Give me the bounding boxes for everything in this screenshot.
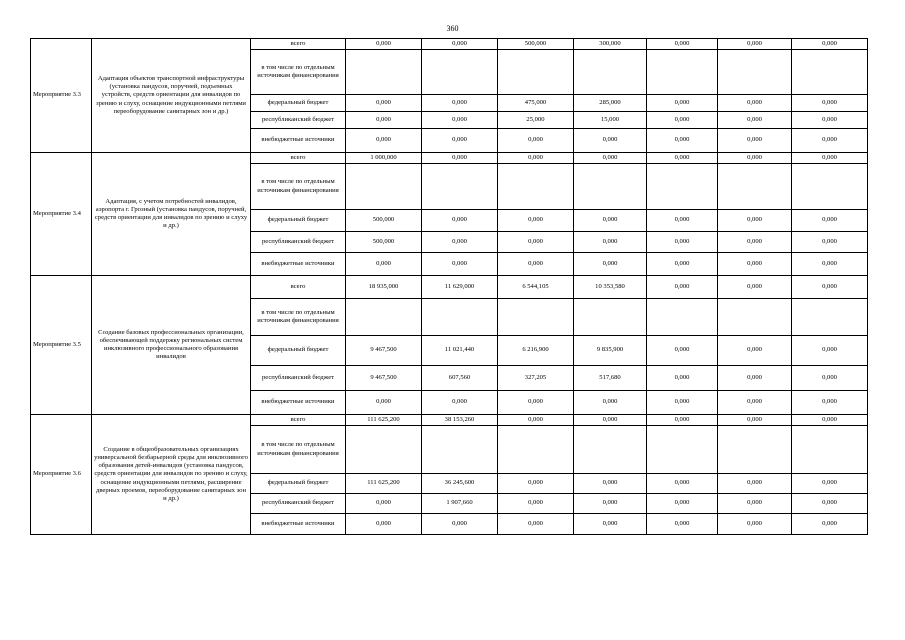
funding-source: республиканский бюджет (251, 232, 346, 253)
funding-value: 0,000 (574, 415, 647, 426)
funding-value: 0,000 (647, 153, 718, 164)
funding-value: 0,000 (792, 129, 868, 153)
funding-value (718, 50, 792, 95)
measure-description: Адаптация, с учетом потребностей инвалидов, аэропорта г. Грозный (установка пандусов, поручней, средств ориентации для инвалидов по зрению и слуху и др.) (92, 153, 251, 276)
funding-value: 0,000 (718, 366, 792, 391)
funding-value: 0,000 (498, 129, 574, 153)
funding-value: 0,000 (647, 95, 718, 112)
funding-value (574, 164, 647, 210)
funding-value (647, 164, 718, 210)
funding-value: 0,000 (346, 391, 422, 415)
funding-value: 0,000 (422, 391, 498, 415)
funding-source: федеральный бюджет (251, 95, 346, 112)
funding-value: 11 629,000 (422, 276, 498, 299)
funding-value: 0,000 (498, 210, 574, 232)
funding-value: 0,000 (647, 253, 718, 276)
funding-value: 0,000 (718, 474, 792, 494)
funding-value: 0,000 (647, 474, 718, 494)
funding-value (498, 50, 574, 95)
funding-value: 0,000 (422, 39, 498, 50)
funding-value (346, 50, 422, 95)
funding-value (498, 299, 574, 336)
funding-source: внебюджетные источники (251, 391, 346, 415)
funding-value: 0,000 (647, 415, 718, 426)
funding-value: 36 245,600 (422, 474, 498, 494)
funding-value: 0,000 (718, 514, 792, 535)
funding-value: 0,000 (574, 153, 647, 164)
funding-value: 0,000 (792, 210, 868, 232)
funding-value: 0,000 (498, 415, 574, 426)
funding-value (792, 299, 868, 336)
funding-value: 0,000 (792, 415, 868, 426)
funding-value: 0,000 (647, 210, 718, 232)
funding-value: 9 467,500 (346, 366, 422, 391)
funding-value: 111 625,200 (346, 415, 422, 426)
funding-value: 0,000 (346, 129, 422, 153)
funding-value: 0,000 (718, 210, 792, 232)
funding-value: 0,000 (498, 253, 574, 276)
funding-source: федеральный бюджет (251, 474, 346, 494)
funding-value: 0,000 (346, 514, 422, 535)
funding-value (718, 426, 792, 474)
funding-value: 10 353,580 (574, 276, 647, 299)
funding-value: 285,000 (574, 95, 647, 112)
funding-value: 9 467,500 (346, 336, 422, 366)
measure-description: Создание в общеобразовательных организациях универсальной безбарьерной среды для инклюзивного образования детей-инвалидов (установка пандусов, средств ориентации для инвалидов по зрению и слуху, оснащение индукционными петлями, расширение дверных проемов, переоборудование санитарных зон и др.) (92, 415, 251, 535)
funding-value: 0,000 (792, 474, 868, 494)
funding-value (647, 426, 718, 474)
funding-source: республиканский бюджет (251, 494, 346, 514)
funding-source: всего (251, 276, 346, 299)
funding-value: 500,000 (346, 232, 422, 253)
funding-value: 500,000 (498, 39, 574, 50)
funding-value (422, 50, 498, 95)
funding-source: в том числе по отдельным источникам финансирования (251, 299, 346, 336)
funding-value: 0,000 (792, 494, 868, 514)
funding-value: 0,000 (792, 514, 868, 535)
funding-value: 0,000 (718, 391, 792, 415)
funding-value (422, 426, 498, 474)
funding-value: 0,000 (718, 129, 792, 153)
funding-value: 0,000 (718, 415, 792, 426)
funding-value: 0,000 (792, 336, 868, 366)
funding-value: 0,000 (422, 232, 498, 253)
funding-source: в том числе по отдельным источникам финансирования (251, 50, 346, 95)
funding-value: 0,000 (647, 39, 718, 50)
funding-value (346, 164, 422, 210)
funding-source: республиканский бюджет (251, 112, 346, 129)
funding-source: в том числе по отдельным источникам финансирования (251, 426, 346, 474)
funding-value: 0,000 (498, 153, 574, 164)
funding-source: внебюджетные источники (251, 514, 346, 535)
funding-value: 0,000 (346, 95, 422, 112)
funding-value: 0,000 (498, 474, 574, 494)
funding-value: 6 216,900 (498, 336, 574, 366)
funding-value (422, 164, 498, 210)
funding-value (792, 50, 868, 95)
funding-value: 0,000 (647, 232, 718, 253)
funding-value: 0,000 (718, 153, 792, 164)
funding-value: 0,000 (792, 112, 868, 129)
funding-value: 0,000 (498, 391, 574, 415)
funding-value: 0,000 (422, 210, 498, 232)
funding-value: 0,000 (422, 129, 498, 153)
funding-source: федеральный бюджет (251, 336, 346, 366)
measure-description: Адаптация объектов транспортной инфраструктуры (установка пандусов, поручней, подъемных устройств, средств ориентации для инвалидов по зрению и слуху, оснащение индукционными петлями переоборудование санитарных зон и др.) (92, 39, 251, 153)
funding-value: 0,000 (422, 253, 498, 276)
budget-table (30, 38, 868, 535)
funding-value: 0,000 (792, 276, 868, 299)
funding-value: 0,000 (647, 514, 718, 535)
funding-value: 6 544,105 (498, 276, 574, 299)
funding-value: 0,000 (718, 39, 792, 50)
funding-value: 0,000 (647, 391, 718, 415)
funding-value: 0,000 (422, 514, 498, 535)
measure-label: Мероприятие 3.6 (31, 415, 92, 535)
funding-value: 0,000 (647, 336, 718, 366)
funding-value: 0,000 (792, 232, 868, 253)
funding-value (422, 299, 498, 336)
funding-value: 0,000 (718, 112, 792, 129)
funding-value (498, 426, 574, 474)
funding-value: 607,560 (422, 366, 498, 391)
table-row (31, 415, 868, 426)
funding-value: 9 835,900 (574, 336, 647, 366)
funding-value: 0,000 (792, 39, 868, 50)
funding-value: 0,000 (647, 494, 718, 514)
funding-value: 0,000 (346, 253, 422, 276)
funding-value: 0,000 (574, 474, 647, 494)
funding-value: 0,000 (422, 95, 498, 112)
funding-value: 0,000 (792, 253, 868, 276)
funding-value: 0,000 (574, 494, 647, 514)
funding-value (647, 50, 718, 95)
page-number: 360 (446, 24, 459, 33)
funding-value: 0,000 (574, 232, 647, 253)
funding-value: 0,000 (498, 514, 574, 535)
funding-value: 25,000 (498, 112, 574, 129)
funding-value: 0,000 (574, 253, 647, 276)
funding-value: 0,000 (498, 494, 574, 514)
measure-label: Мероприятие 3.3 (31, 39, 92, 153)
funding-value: 0,000 (647, 276, 718, 299)
funding-source: всего (251, 415, 346, 426)
funding-value: 0,000 (718, 336, 792, 366)
funding-value: 475,000 (498, 95, 574, 112)
funding-value: 0,000 (647, 112, 718, 129)
funding-value: 0,000 (718, 253, 792, 276)
funding-value: 0,000 (647, 129, 718, 153)
funding-value: 0,000 (574, 210, 647, 232)
funding-value: 0,000 (346, 112, 422, 129)
funding-value: 18 935,000 (346, 276, 422, 299)
funding-value: 0,000 (718, 494, 792, 514)
funding-value (792, 426, 868, 474)
funding-source: внебюджетные источники (251, 129, 346, 153)
funding-source: республиканский бюджет (251, 366, 346, 391)
funding-value: 327,205 (498, 366, 574, 391)
funding-value (498, 164, 574, 210)
funding-value (574, 426, 647, 474)
funding-value: 0,000 (422, 112, 498, 129)
funding-value: 0,000 (346, 494, 422, 514)
funding-value: 1 907,660 (422, 494, 498, 514)
funding-source: всего (251, 153, 346, 164)
budget-table-body (31, 39, 868, 535)
funding-value: 0,000 (718, 232, 792, 253)
table-row (31, 39, 868, 50)
funding-value: 15,000 (574, 112, 647, 129)
funding-source: внебюджетные источники (251, 253, 346, 276)
funding-value: 0,000 (574, 391, 647, 415)
funding-value: 0,000 (718, 276, 792, 299)
funding-source: всего (251, 39, 346, 50)
funding-value: 0,000 (647, 366, 718, 391)
funding-value (647, 299, 718, 336)
funding-value: 0,000 (498, 232, 574, 253)
funding-value: 0,000 (792, 391, 868, 415)
funding-value: 300,000 (574, 39, 647, 50)
funding-value (574, 299, 647, 336)
funding-value: 11 021,440 (422, 336, 498, 366)
funding-value (574, 50, 647, 95)
table-row (31, 276, 868, 299)
funding-value (718, 299, 792, 336)
funding-value (346, 299, 422, 336)
funding-value: 0,000 (792, 95, 868, 112)
funding-source: в том числе по отдельным источникам финансирования (251, 164, 346, 210)
funding-value: 1 000,000 (346, 153, 422, 164)
funding-value: 0,000 (718, 95, 792, 112)
funding-value (792, 164, 868, 210)
funding-value: 517,680 (574, 366, 647, 391)
funding-value: 38 153,260 (422, 415, 498, 426)
funding-value (346, 426, 422, 474)
funding-source: федеральный бюджет (251, 210, 346, 232)
funding-value: 0,000 (792, 366, 868, 391)
funding-value (718, 164, 792, 210)
measure-label: Мероприятие 3.5 (31, 276, 92, 415)
funding-value: 0,000 (346, 39, 422, 50)
funding-value: 111 625,200 (346, 474, 422, 494)
table-row (31, 153, 868, 164)
funding-value: 0,000 (574, 514, 647, 535)
measure-description: Создание базовых профессиональных организации, обеспечивающей поддержку региональных систем инклюзивного профессионального образования инвалидов (92, 276, 251, 415)
funding-value: 0,000 (574, 129, 647, 153)
funding-value: 500,000 (346, 210, 422, 232)
funding-value: 0,000 (792, 153, 868, 164)
funding-value: 0,000 (422, 153, 498, 164)
measure-label: Мероприятие 3.4 (31, 153, 92, 276)
